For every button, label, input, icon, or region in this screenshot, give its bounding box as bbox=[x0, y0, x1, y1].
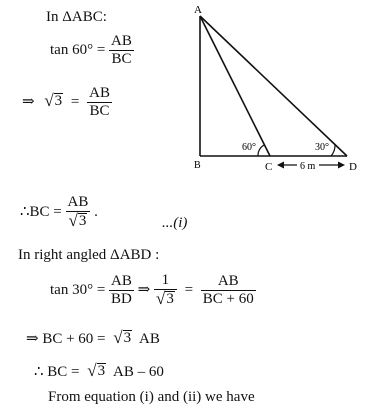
fraction-denominator: BC bbox=[111, 51, 132, 67]
equation-tan30 bbox=[50, 272, 256, 309]
label-B: B bbox=[194, 160, 201, 171]
fraction-numerator: 1 bbox=[161, 272, 170, 288]
triangle-figure bbox=[185, 0, 365, 175]
heading-triangle-abc: In ΔABC: bbox=[46, 9, 107, 25]
fraction-1-root3 bbox=[154, 272, 177, 309]
implies-arrow: ⇒ bbox=[137, 281, 151, 298]
sqrt-3 bbox=[113, 329, 132, 346]
fraction-numerator: AB bbox=[217, 273, 239, 289]
fraction-numerator: AB bbox=[67, 194, 89, 210]
equation-bc bbox=[20, 194, 98, 231]
dimension-arrowhead-right bbox=[338, 162, 345, 169]
angle-label-C: 60° bbox=[242, 142, 256, 153]
fraction-numerator: AB bbox=[111, 273, 132, 289]
radicand: 3 bbox=[78, 213, 87, 229]
fraction-ab-root3 bbox=[66, 194, 91, 231]
eq3-suffix: . bbox=[94, 203, 98, 220]
sqrt-3 bbox=[69, 212, 88, 229]
label-A: A bbox=[194, 4, 202, 16]
radical-sign: √ bbox=[68, 211, 78, 230]
dimension-arrowhead-left bbox=[277, 162, 284, 169]
equals-sign: = bbox=[70, 93, 80, 110]
radical-sign: √ bbox=[113, 328, 123, 347]
fraction-denominator: BC bbox=[89, 103, 110, 119]
fraction-ab-bc bbox=[109, 33, 134, 68]
fraction-ab-bc-2 bbox=[87, 85, 112, 120]
label-C: C bbox=[265, 161, 273, 173]
eq6-prefix: ∴ BC = bbox=[34, 364, 80, 380]
sqrt-3 bbox=[87, 362, 106, 379]
sqrt-3 bbox=[156, 290, 175, 307]
equation-bc-final bbox=[34, 362, 164, 381]
line-AC bbox=[200, 16, 270, 156]
equals-sign: = bbox=[184, 281, 194, 298]
fraction-numerator: AB bbox=[111, 33, 132, 49]
equation-tan60 bbox=[50, 33, 134, 68]
radicand: 3 bbox=[166, 291, 174, 307]
radical-sign: √ bbox=[155, 289, 166, 308]
equation-root3 bbox=[22, 85, 112, 120]
radical-sign: √ bbox=[87, 361, 97, 380]
equation-ref-i: ...(i) bbox=[162, 215, 188, 231]
radicand: 3 bbox=[97, 363, 106, 379]
eq3-prefix: ∴BC = bbox=[20, 203, 62, 220]
eq5-prefix: ⇒ BC + 60 = bbox=[26, 331, 106, 347]
radicand: 3 bbox=[54, 92, 63, 109]
angle-arc-D bbox=[331, 145, 335, 156]
eq6-suffix: AB – 60 bbox=[113, 364, 164, 380]
radicand: 3 bbox=[123, 330, 132, 346]
fraction-denominator bbox=[154, 290, 177, 309]
line-AD bbox=[200, 16, 347, 156]
fraction-numerator: AB bbox=[89, 85, 110, 101]
angle-arc-C bbox=[258, 145, 264, 156]
fraction-denominator: BC + 60 bbox=[202, 291, 254, 307]
closing-statement: From equation (i) and (ii) we have bbox=[48, 389, 255, 405]
dimension-label-CD: 6 m bbox=[300, 161, 316, 172]
equation-bc-plus-60 bbox=[26, 329, 160, 348]
radical-sign: √ bbox=[44, 90, 54, 110]
angle-label-D: 30° bbox=[315, 142, 329, 153]
tan60-lhs: tan 60° = bbox=[50, 41, 106, 58]
fraction-denominator bbox=[67, 212, 90, 231]
eq5-suffix: AB bbox=[139, 331, 160, 347]
heading-triangle-abd: In right angled ΔABD : bbox=[18, 247, 160, 263]
fraction-ab-bc60 bbox=[201, 273, 256, 308]
sqrt-3 bbox=[44, 92, 63, 109]
fraction-ab-bd bbox=[109, 273, 134, 308]
fraction-denominator: BD bbox=[111, 291, 132, 307]
tan30-lhs: tan 30° = bbox=[50, 281, 106, 298]
label-D: D bbox=[349, 161, 357, 173]
implies-arrow: ⇒ bbox=[22, 93, 35, 110]
